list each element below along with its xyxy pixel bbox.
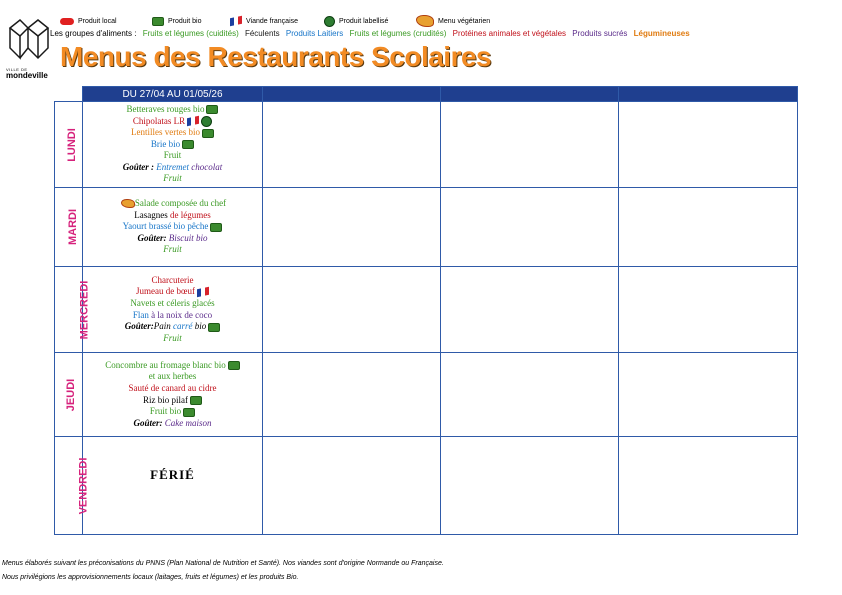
menu-cell-empty <box>619 267 798 353</box>
legend-french-meat <box>228 14 298 28</box>
food-groups-intro: Les groupes d'aliments : <box>50 29 137 38</box>
menu-cell-empty <box>441 267 619 353</box>
food-groups-legend <box>50 29 694 38</box>
legend-label: Produit bio <box>168 17 202 25</box>
legend-label: Produit labellisé <box>339 17 389 25</box>
logo-line2: mondeville <box>6 71 48 80</box>
food-group-starches: Féculents <box>244 29 280 38</box>
dish: Concombre au fromage blanc bio <box>83 360 262 372</box>
day-label-mercredi: MERCREDI <box>55 267 83 353</box>
legend-label: Viande française <box>246 17 299 25</box>
menu-cell-empty <box>441 102 619 188</box>
menu-cell-empty <box>619 102 798 188</box>
menu-cell-empty <box>263 188 441 267</box>
snack: Goûter: Biscuit bio <box>137 232 208 243</box>
logo-line1: VILLE DE <box>6 67 28 72</box>
dish: Betteraves rouges bio <box>83 104 262 116</box>
french-flag-icon <box>197 287 209 298</box>
header-empty <box>441 87 619 102</box>
menu-cell-empty <box>263 267 441 353</box>
menu-cell-vendredi <box>83 437 263 535</box>
snack: Goûter:Pain carré bio <box>83 321 262 333</box>
french-flag-icon <box>187 116 199 127</box>
menu-cell-empty <box>263 437 441 535</box>
menu-cell-empty <box>441 353 619 437</box>
organic-product-icon <box>183 408 195 417</box>
local-product-icon <box>60 18 74 25</box>
dish: Lentilles vertes bio <box>83 127 262 139</box>
day-label-vendredi: VENDREDI <box>55 437 83 535</box>
vegetarian-menu-icon <box>416 15 434 27</box>
dish: Fruit bio <box>83 406 262 418</box>
legend-labelled <box>322 14 388 28</box>
dish-continuation: et aux herbes <box>148 371 197 382</box>
food-group-cooked-veg: Fruits et légumes (cuidités) <box>142 29 239 38</box>
city-logo <box>6 18 52 80</box>
food-group-legumes: Légumineuses <box>633 29 690 38</box>
dish: Jumeau de bœuf <box>83 286 262 298</box>
organic-product-icon <box>206 105 218 114</box>
snack-fruit: Fruit <box>163 244 182 255</box>
label-product-icon <box>201 116 212 127</box>
organic-product-icon <box>202 129 214 138</box>
menu-cell-empty <box>263 353 441 437</box>
legend-label: Menu végétarien <box>438 17 491 25</box>
food-group-proteins: Protéines animales et végétales <box>452 29 567 38</box>
day-label-lundi: LUNDI <box>55 102 83 188</box>
food-group-raw-veg: Fruits et légumes (crudités) <box>349 29 447 38</box>
dish: Yaourt brassé bio pêche <box>83 221 262 233</box>
vegetarian-menu-icon <box>121 199 135 208</box>
menu-cell-empty <box>441 437 619 535</box>
header-empty <box>619 87 798 102</box>
footer-note-2: Nous privilégions les approvisionnements locaux (laitages, fruits et légumes) et les produits Bio. <box>2 574 299 581</box>
date-range-header: DU 27/04 AU 01/05/26 <box>83 87 263 102</box>
logo-mark <box>6 18 52 66</box>
snack-fruit: Fruit <box>163 173 182 184</box>
menu-cell-mardi <box>83 188 263 267</box>
legend-local <box>58 14 117 28</box>
page-title: Menus des Restaurants Scolaires <box>60 41 492 72</box>
organic-product-icon <box>228 361 240 370</box>
day-label-jeudi: JEUDI <box>55 353 83 437</box>
food-group-sweets: Produits sucrés <box>572 29 628 38</box>
organic-product-icon <box>152 17 164 26</box>
menu-cell-empty <box>441 188 619 267</box>
menu-cell-empty <box>263 102 441 188</box>
snack-fruit: Fruit <box>163 332 182 343</box>
corner-cell <box>55 87 83 102</box>
label-product-icon <box>324 16 335 27</box>
menu-cell-empty <box>619 188 798 267</box>
dish: Navets et céleris glacés <box>130 297 215 308</box>
organic-product-icon <box>182 140 194 149</box>
menu-cell-empty <box>619 437 798 535</box>
dish: Charcuterie <box>151 274 194 285</box>
organic-product-icon <box>210 223 222 232</box>
holiday-label: FÉRIÉ <box>150 467 195 482</box>
footer-note-1: Menus élaborés suivant les préconisations du PNNS (Plan National de Nutrition et Santé). Nos viandes sont d'origine Normande ou Française. <box>2 560 444 567</box>
dish: Sauté de canard au cidre <box>128 382 217 393</box>
organic-product-icon <box>190 396 202 405</box>
menu-cell-mercredi <box>83 267 263 353</box>
legend-vegetarian <box>414 14 490 28</box>
dish: Lasagnes de légumes <box>134 209 211 220</box>
menu-cell-lundi <box>83 102 263 188</box>
organic-product-icon <box>208 323 220 332</box>
legend-label: Produit local <box>78 17 117 25</box>
dish: Fruit <box>163 150 182 161</box>
legend-organic <box>150 14 201 28</box>
menu-cell-jeudi <box>83 353 263 437</box>
header-empty <box>263 87 441 102</box>
day-label-mardi: MARDI <box>55 188 83 267</box>
food-group-dairy: Produits Laitiers <box>285 29 344 38</box>
french-flag-icon <box>230 16 242 27</box>
menu-cell-empty <box>619 353 798 437</box>
menu-table <box>54 86 797 533</box>
dish: Riz bio pilaf <box>83 395 262 407</box>
dish: Chipolatas LR <box>83 116 262 128</box>
dish: Salade composée du chef <box>83 198 262 210</box>
dish: Flan à la noix de coco <box>132 309 213 320</box>
snack: Goûter: Cake maison <box>133 417 212 428</box>
snack: Goûter : Entremet chocolat <box>122 161 223 172</box>
dish: Brie bio <box>83 139 262 151</box>
